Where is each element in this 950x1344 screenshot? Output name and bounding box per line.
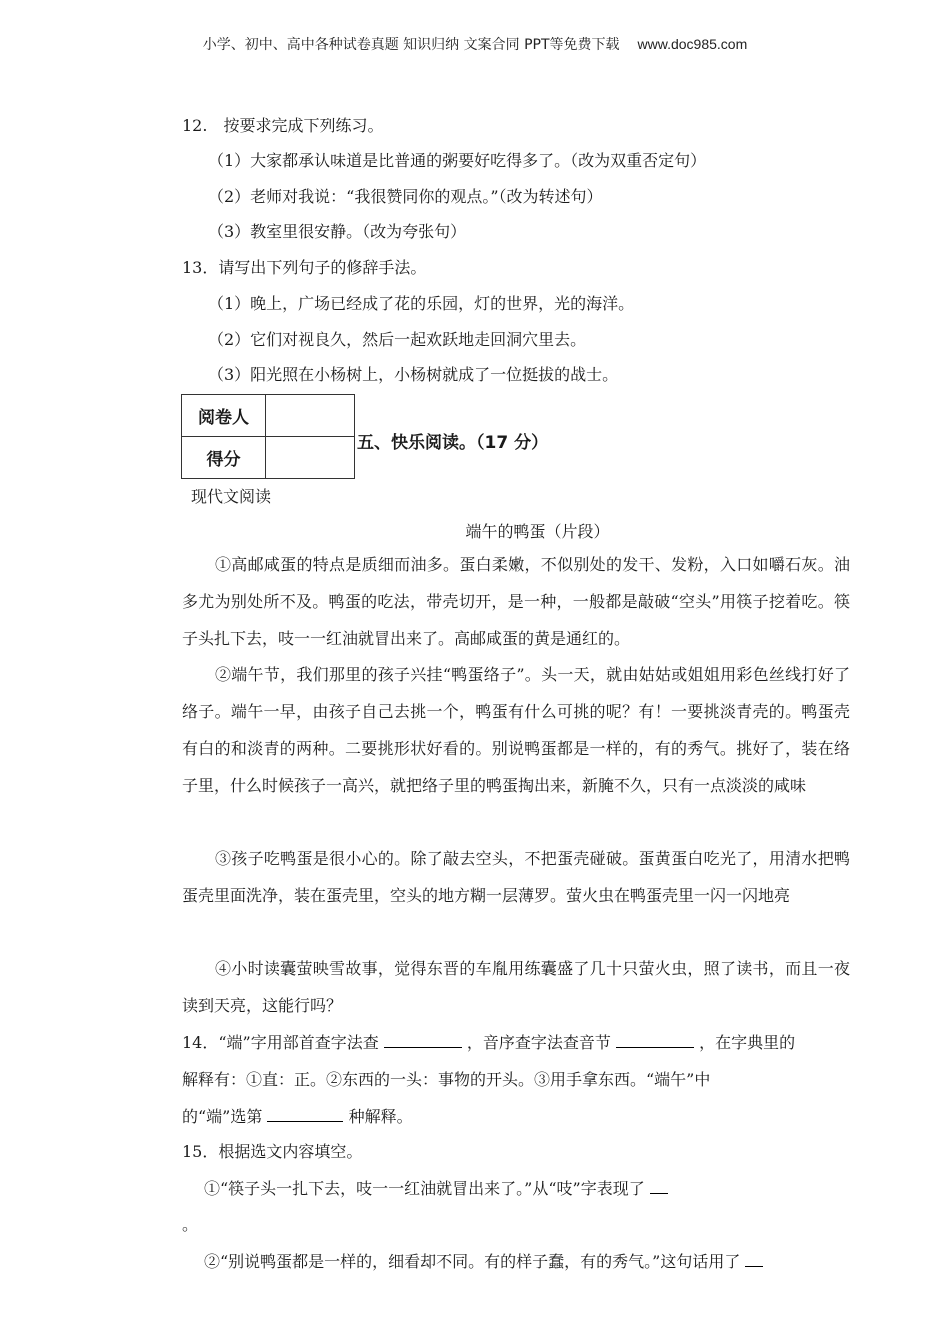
q15-blank-1[interactable] [650, 1179, 668, 1194]
q13-item-1: （1）晚上，广场已经成了花的乐园，灯的世界，光的海洋。 [208, 294, 635, 313]
q15-item-2-text: ②“别说鸭蛋都是一样的，细看却不同。有的样子蠢，有的秀气。”这句话用了 [204, 1252, 741, 1271]
section-title: 五、快乐阅读。（17 分） [357, 433, 549, 453]
q14-blank-radical[interactable] [384, 1033, 462, 1048]
q15-item-1-end: 。 [182, 1215, 199, 1234]
section-subtitle: 现代文阅读 [191, 487, 272, 506]
reading-paragraph-3: ③孩子吃鸭蛋是很小心的。除了敲去空头，不把蛋壳碰破。蛋黄蛋白吃光了，用清水把鸭蛋壳里面洗净，装在蛋壳里，空头的地方糊一层薄罗。萤火虫在鸭蛋壳里一闪一闪地亮 [182, 849, 850, 905]
q15-item-1 [204, 1176, 668, 1199]
q15-item-1-text: ①“筷子头一扎下去，吱一一红油就冒出来了。”从“吱”字表现了 [204, 1179, 645, 1198]
q13-title: 13．请写出下列句子的修辞手法。 [182, 258, 427, 277]
q12-item-3: （3）教室里很安静。（改为夸张句） [208, 222, 467, 241]
q14-text-a: 14．“端”字用部首查字法查 [182, 1033, 379, 1052]
score-cell[interactable] [266, 437, 355, 479]
q14-text-b: ，音序查字法查音节 [466, 1033, 611, 1052]
q14-text-e: 种解释。 [348, 1107, 413, 1126]
reading-title: 端午的鸭蛋（片段） [465, 522, 610, 541]
q14-blank-choice[interactable] [267, 1107, 343, 1122]
reading-paragraph-1: ①高邮咸蛋的特点是质细而油多。蛋白柔嫩，不似别处的发干、发粉，入口如嚼石灰。油多尤为别处所不及。鸭蛋的吃法，带壳切开，是一种，一般都是敲破“空头”用筷子挖着吃。筷子头扎下去，吱一一红油就冒出来了。高邮咸蛋的黄是通红的。 [182, 555, 850, 648]
q12-title: 12. 按要求完成下列练习。 [182, 116, 384, 135]
q14-line-2: 解释有：①直：正。②东西的一头：事物的开头。③用手拿东西。“端午”中 [182, 1070, 711, 1089]
q15-blank-2[interactable] [745, 1252, 763, 1267]
q15-item-2 [204, 1249, 763, 1272]
q12-item-1: （1）大家都承认味道是比普通的粥要好吃得多了。（改为双重否定句） [208, 151, 707, 170]
q14-text-d: 的“端”选第 [182, 1107, 263, 1126]
q14-text-c: ，在字典里的 [699, 1033, 796, 1052]
q13-item-2: （2）它们对视良久，然后一起欢跃地走回洞穴里去。 [208, 330, 587, 349]
q14-blank-syllable[interactable] [616, 1033, 694, 1048]
reviewer-cell[interactable] [266, 395, 355, 437]
reading-paragraph-4: ④小时读囊萤映雪故事，觉得东晋的车胤用练囊盛了几十只萤火虫，照了读书，而且一夜读到天亮，这能行吗？ [182, 959, 850, 1015]
q14-line-3 [182, 1104, 413, 1127]
score-label: 得分 [182, 437, 266, 479]
score-box [181, 394, 355, 479]
q13-item-3: （3）阳光照在小杨树上，小杨树就成了一位挺拔的战士。 [208, 365, 619, 384]
reading-paragraph-2: ②端午节，我们那里的孩子兴挂“鸭蛋络子”。头一天，就由姑姑或姐姐用彩色丝线打好了络子。端午一早，由孩子自己去挑一个，鸭蛋有什么可挑的呢？有！一要挑淡青壳的。鸭蛋壳有白的和淡青的两种。二要挑形状好看的。别说鸭蛋都是一样的，有的秀气。挑好了，装在络子里，什么时候孩子一高兴，就把络子里的鸭蛋掏出来，新腌不久，只有一点淡淡的咸味 [182, 665, 850, 795]
q15-title: 15．根据选文内容填空。 [182, 1142, 363, 1161]
page-header [0, 34, 950, 54]
reviewer-label: 阅卷人 [182, 395, 266, 437]
header-site-link[interactable]: www.doc985.com [637, 36, 748, 52]
q14-line-1 [182, 1030, 795, 1053]
header-tagline: 小学、初中、高中各种试卷真题 知识归纳 文案合同 PPT等免费下载 [202, 37, 620, 53]
q12-item-2: （2）老师对我说：“我很赞同你的观点。”（改为转述句） [208, 187, 603, 206]
